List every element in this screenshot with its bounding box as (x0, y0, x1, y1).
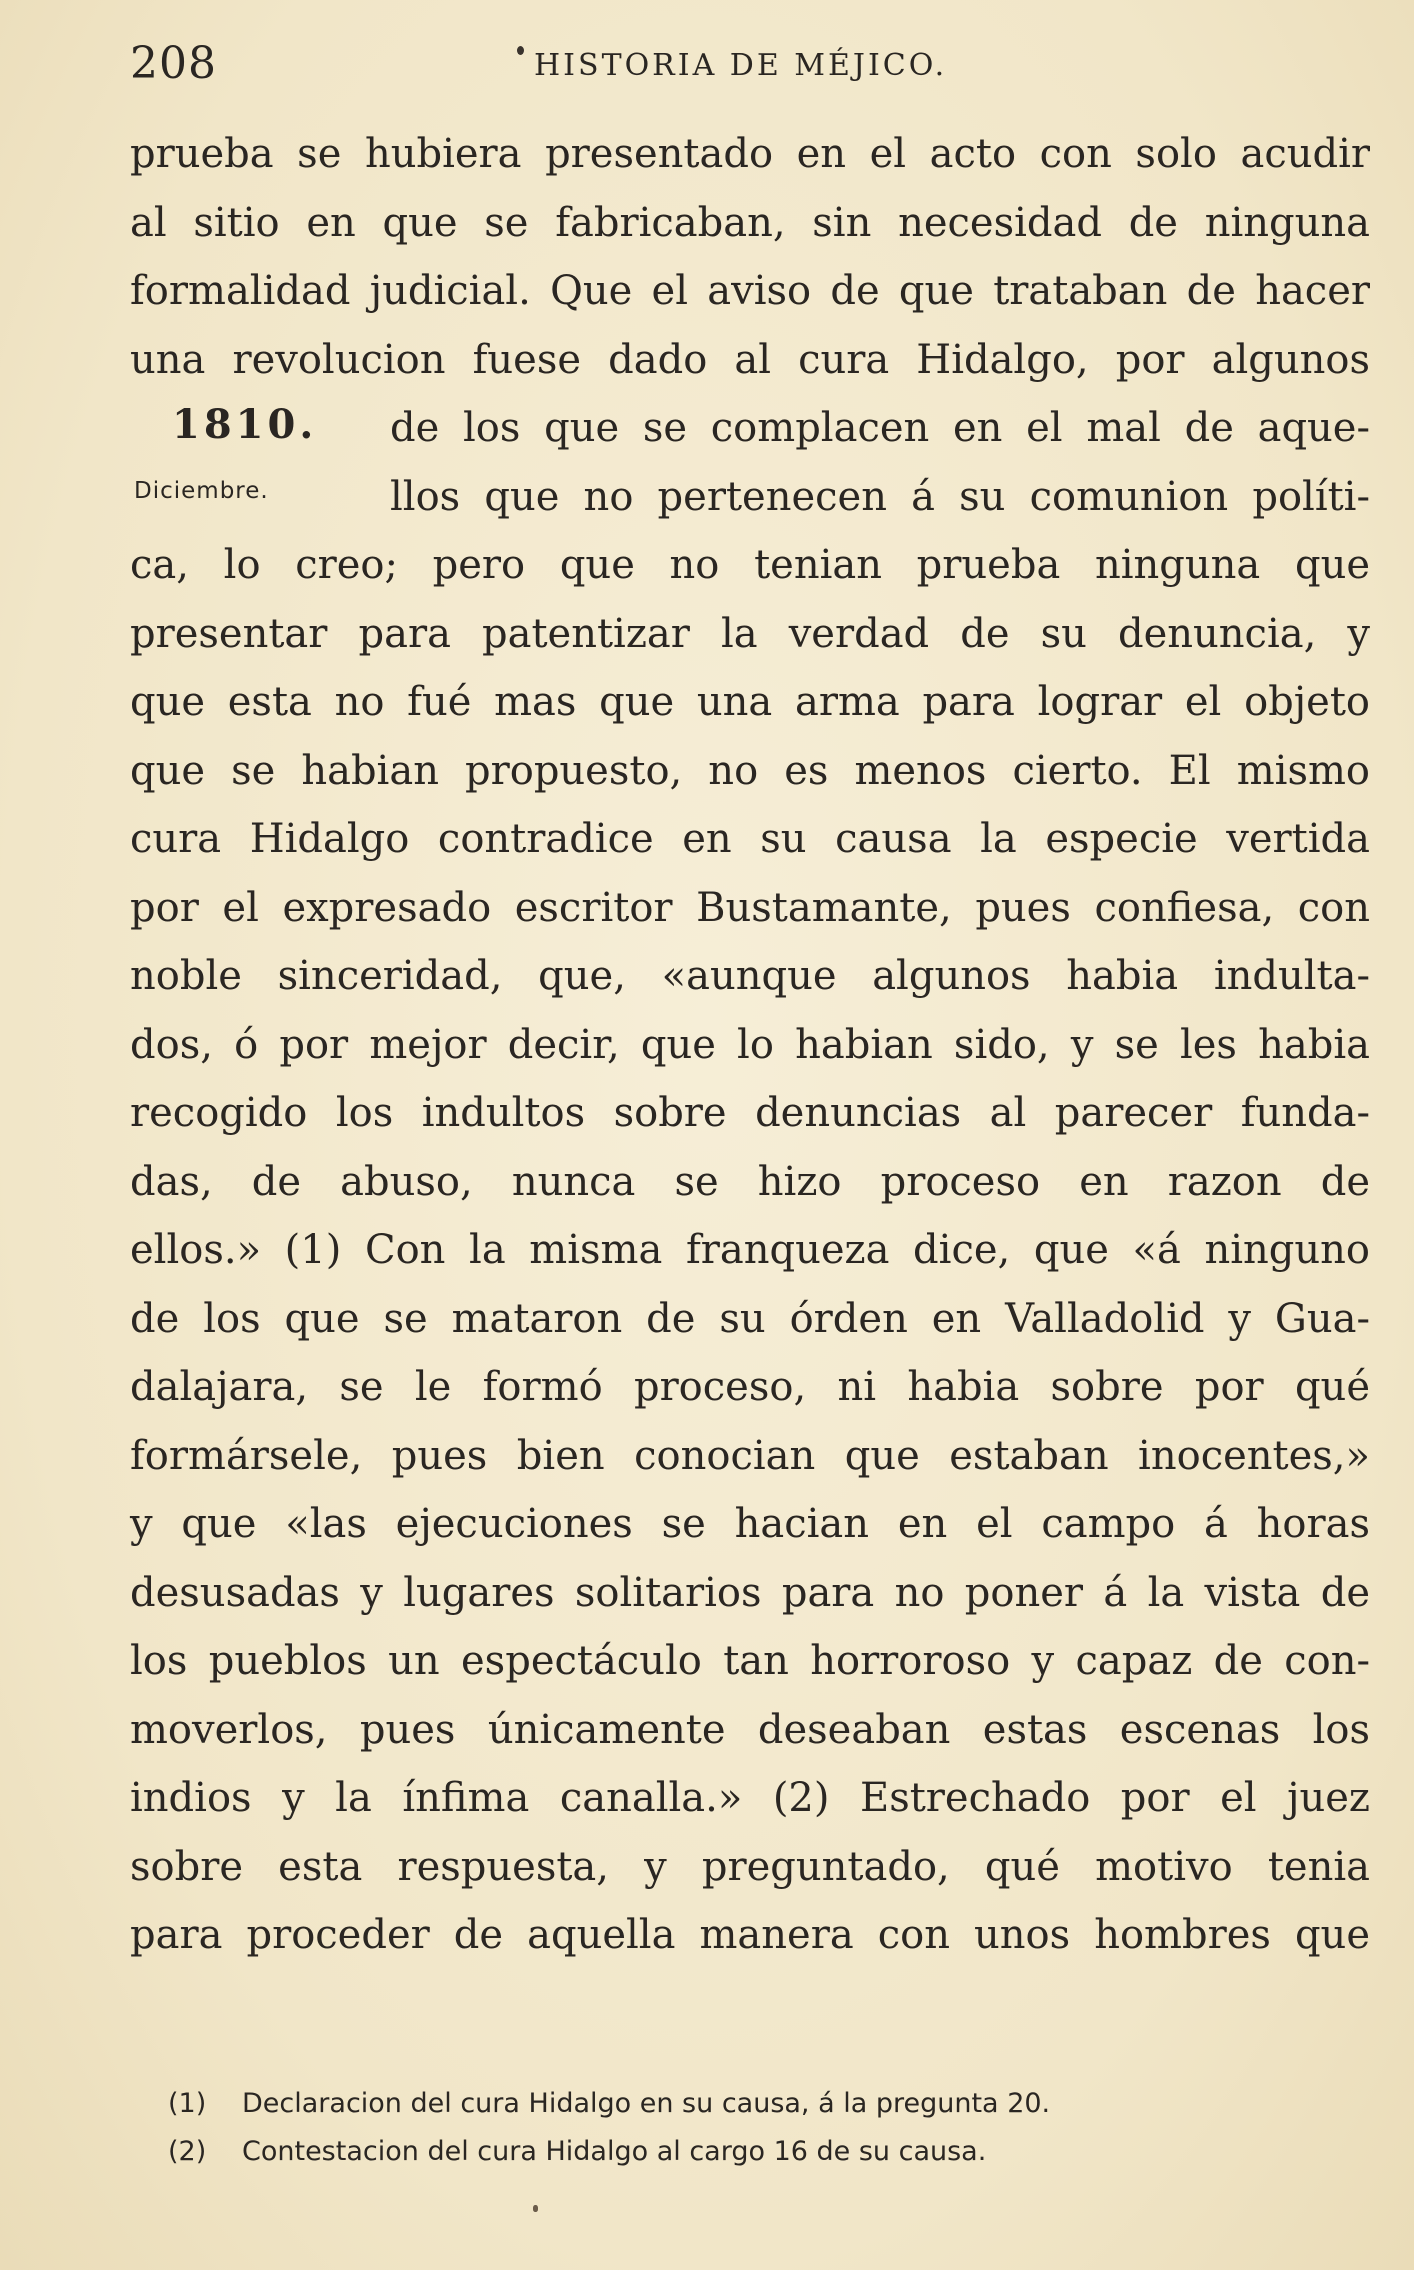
text-line: desusadas y lugares solitarios para no poner á la vista de (130, 1569, 1370, 1616)
text-line: de los que se complacen en el mal de aque- (390, 405, 1370, 451)
text-line: moverlos, pues únicamente deseaban estas escenas los (130, 1706, 1370, 1753)
text-line: noble sinceridad, que, «aunque algunos habia indulta- (130, 953, 1370, 999)
footnote (168, 2080, 1218, 2128)
text-line: por el expresado escritor Bustamante, pues confiesa, con (130, 884, 1370, 931)
footnotes (168, 2080, 1218, 2176)
text-line: y que «las ejecuciones se hacian en el campo á horas (130, 1501, 1370, 1547)
text-line: formalidad judicial. Que el aviso de que trataban de hacer (130, 268, 1370, 314)
text-line: llos que no pertenecen á su comunion políti- (390, 473, 1370, 520)
text-line: al sitio en que se fabricaban, sin necesidad de ninguna (130, 199, 1370, 246)
text-line: que se habian propuesto, no es menos cierto. El mismo (130, 747, 1370, 794)
text-line: das, de abuso, nunca se hizo proceso en razon de (130, 1158, 1370, 1205)
text-line: dalajara, se le formó proceso, ni habia sobre por qué (130, 1364, 1370, 1410)
footnote-mark: (2) (168, 2136, 207, 2167)
text-line: que esta no fué mas que una arma para lograr el objeto (130, 679, 1370, 725)
footnote-mark: (1) (168, 2088, 207, 2119)
text-line: prueba se hubiera presentado en el acto con solo acudir (130, 131, 1370, 177)
text-line: presentar para patentizar la verdad de su denuncia, y (130, 610, 1370, 657)
ink-spot (517, 46, 524, 55)
text-line: para proceder de aquella manera con unos hombres que (130, 1912, 1370, 1958)
running-head (130, 38, 1380, 98)
text-line: ellos.» (1) Con la misma franqueza dice, que «á ninguno (130, 1227, 1370, 1273)
running-title: HISTORIA DE MÉJICO. (534, 48, 948, 83)
footnote-text: Contestacion del cura Hidalgo al cargo 16 de su causa. (242, 2136, 987, 2167)
footnote-text: Declaracion del cura Hidalgo en su causa, á la pregunta 20. (242, 2088, 1051, 2119)
text-line: ca, lo creo; pero que no tenian prueba ninguna que (130, 542, 1370, 588)
body-text (130, 120, 1370, 1970)
text-line: de los que se mataron de su órden en Valladolid y Gua- (130, 1295, 1370, 1342)
footnote (168, 2128, 1218, 2176)
text-line: recogido los indultos sobre denuncias al parecer funda- (130, 1090, 1370, 1136)
text-line: formársele, pues bien conocian que estaban inocentes,» (130, 1432, 1370, 1479)
text-line: cura Hidalgo contradice en su causa la especie vertida (130, 816, 1370, 862)
text-line: dos, ó por mejor decir, que lo habian sido, y se les habia (130, 1021, 1370, 1068)
text-line: sobre esta respuesta, y preguntado, qué motivo tenia (130, 1843, 1370, 1890)
page-number: 208 (130, 38, 217, 89)
paper-speck (533, 2205, 538, 2212)
text-line: los pueblos un espectáculo tan horroroso y capaz de con- (130, 1638, 1370, 1684)
margin-note-year: 1810. (172, 401, 318, 448)
text-line: una revolucion fuese dado al cura Hidalgo, por algunos (130, 336, 1370, 383)
margin-note-month: Diciembre. (134, 478, 269, 504)
text-line: indios y la ínfima canalla.» (2) Estrechado por el juez (130, 1775, 1370, 1821)
